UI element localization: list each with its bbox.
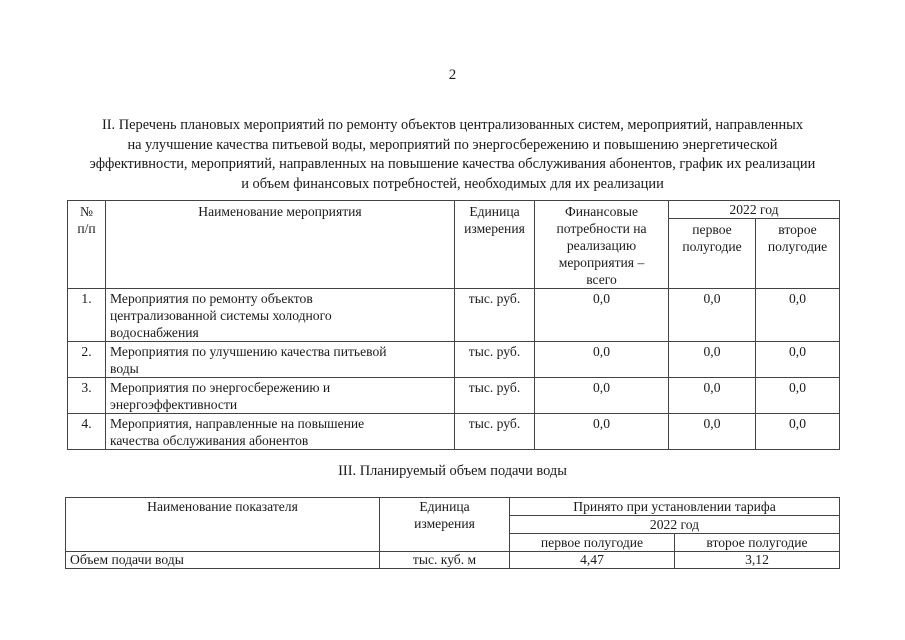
row-num: 2. <box>68 342 106 378</box>
row-unit: тыс. руб. <box>455 378 535 414</box>
table-row <box>68 414 840 450</box>
row-half2: 3,12 <box>675 552 840 569</box>
row-half1: 0,0 <box>669 289 756 342</box>
heading-line: на улучшение качества питьевой воды, мероприятий по энергосбережению и повышению энергетической <box>127 136 778 153</box>
row-name <box>106 378 455 414</box>
table-row <box>66 552 840 569</box>
row-num: 3. <box>68 378 106 414</box>
header-text: п/п <box>77 221 96 236</box>
table-row <box>68 289 840 342</box>
measures-table <box>67 200 840 450</box>
row-total: 0,0 <box>535 289 669 342</box>
row-name-line: централизованной системы холодного <box>110 308 332 323</box>
header-row <box>68 201 840 219</box>
header-half2 <box>756 219 840 289</box>
row-total: 0,0 <box>535 414 669 450</box>
header-text: мероприятия – <box>558 255 645 270</box>
header-half2: второе полугодие <box>675 534 840 552</box>
header-text: полугодие <box>682 239 742 255</box>
row-unit: тыс. руб. <box>455 414 535 450</box>
header-unit <box>455 201 535 289</box>
header-name: Наименование мероприятия <box>106 201 455 289</box>
header-text: первое <box>692 222 732 238</box>
row-name <box>106 289 455 342</box>
row-name-line: качества обслуживания абонентов <box>110 433 309 448</box>
table-row <box>68 342 840 378</box>
heading-line: и объем финансовых потребностей, необходимых для их реализации <box>241 175 664 192</box>
header-accepted: Принято при установлении тарифа <box>510 498 840 516</box>
section-3-heading: III. Планируемый объем подачи воды <box>338 463 567 479</box>
row-name-line: водоснабжения <box>110 325 199 340</box>
header-row <box>66 498 840 516</box>
header-text: всего <box>586 272 617 287</box>
heading-line: эффективности, мероприятий, направленных на повышение качества обслуживания абонентов, график их реализации <box>89 156 816 172</box>
header-text: Финансовые <box>564 204 638 219</box>
header-text: реализацию <box>566 238 637 253</box>
row-name-line: Мероприятия по энергосбережению и <box>110 380 331 395</box>
header-text: измерения <box>414 516 475 531</box>
header-unit <box>380 498 510 552</box>
header-num <box>68 201 106 289</box>
row-name <box>106 342 455 378</box>
header-half1: первое полугодие <box>510 534 675 552</box>
header-year: 2022 год <box>669 201 840 219</box>
row-total: 0,0 <box>535 342 669 378</box>
header-text: Единица <box>419 499 470 514</box>
header-text: Единица <box>469 204 520 219</box>
row-unit: тыс. руб. <box>455 289 535 342</box>
row-name-line: Мероприятия по ремонту объектов <box>110 291 313 306</box>
row-half2: 0,0 <box>756 289 840 342</box>
page-number: 2 <box>448 67 457 83</box>
header-text: полугодие <box>767 239 828 255</box>
row-half1: 0,0 <box>669 378 756 414</box>
row-num: 4. <box>68 414 106 450</box>
row-half2: 0,0 <box>756 378 840 414</box>
heading-line: II. Перечень плановых мероприятий по ремонту объектов централизованных систем, мероприятий, направленных <box>101 117 804 133</box>
row-num: 1. <box>68 289 106 342</box>
row-unit: тыс. руб. <box>455 342 535 378</box>
row-name-line: воды <box>110 361 139 376</box>
row-name-line: Мероприятия по улучшению качества питьевой <box>110 344 387 359</box>
table-row <box>68 378 840 414</box>
header-indicator: Наименование показателя <box>66 498 380 552</box>
row-unit: тыс. куб. м <box>380 552 510 569</box>
header-text: потребности на <box>556 221 647 236</box>
row-half2: 0,0 <box>756 342 840 378</box>
row-name-line: Мероприятия, направленные на повышение <box>110 416 365 431</box>
row-name <box>106 414 455 450</box>
row-half1: 4,47 <box>510 552 675 569</box>
header-text: второе <box>778 222 817 238</box>
row-half2: 0,0 <box>756 414 840 450</box>
header-finance <box>535 201 669 289</box>
header-text: № <box>80 204 93 219</box>
section-2-heading <box>62 116 843 194</box>
header-half1 <box>669 219 756 289</box>
header-text: измерения <box>464 221 525 236</box>
header-year: 2022 год <box>510 516 840 534</box>
row-half1: 0,0 <box>669 342 756 378</box>
row-half1: 0,0 <box>669 414 756 450</box>
row-total: 0,0 <box>535 378 669 414</box>
row-name: Объем подачи воды <box>66 552 380 569</box>
water-supply-table <box>65 497 840 569</box>
row-name-line: энергоэффективности <box>110 397 238 412</box>
